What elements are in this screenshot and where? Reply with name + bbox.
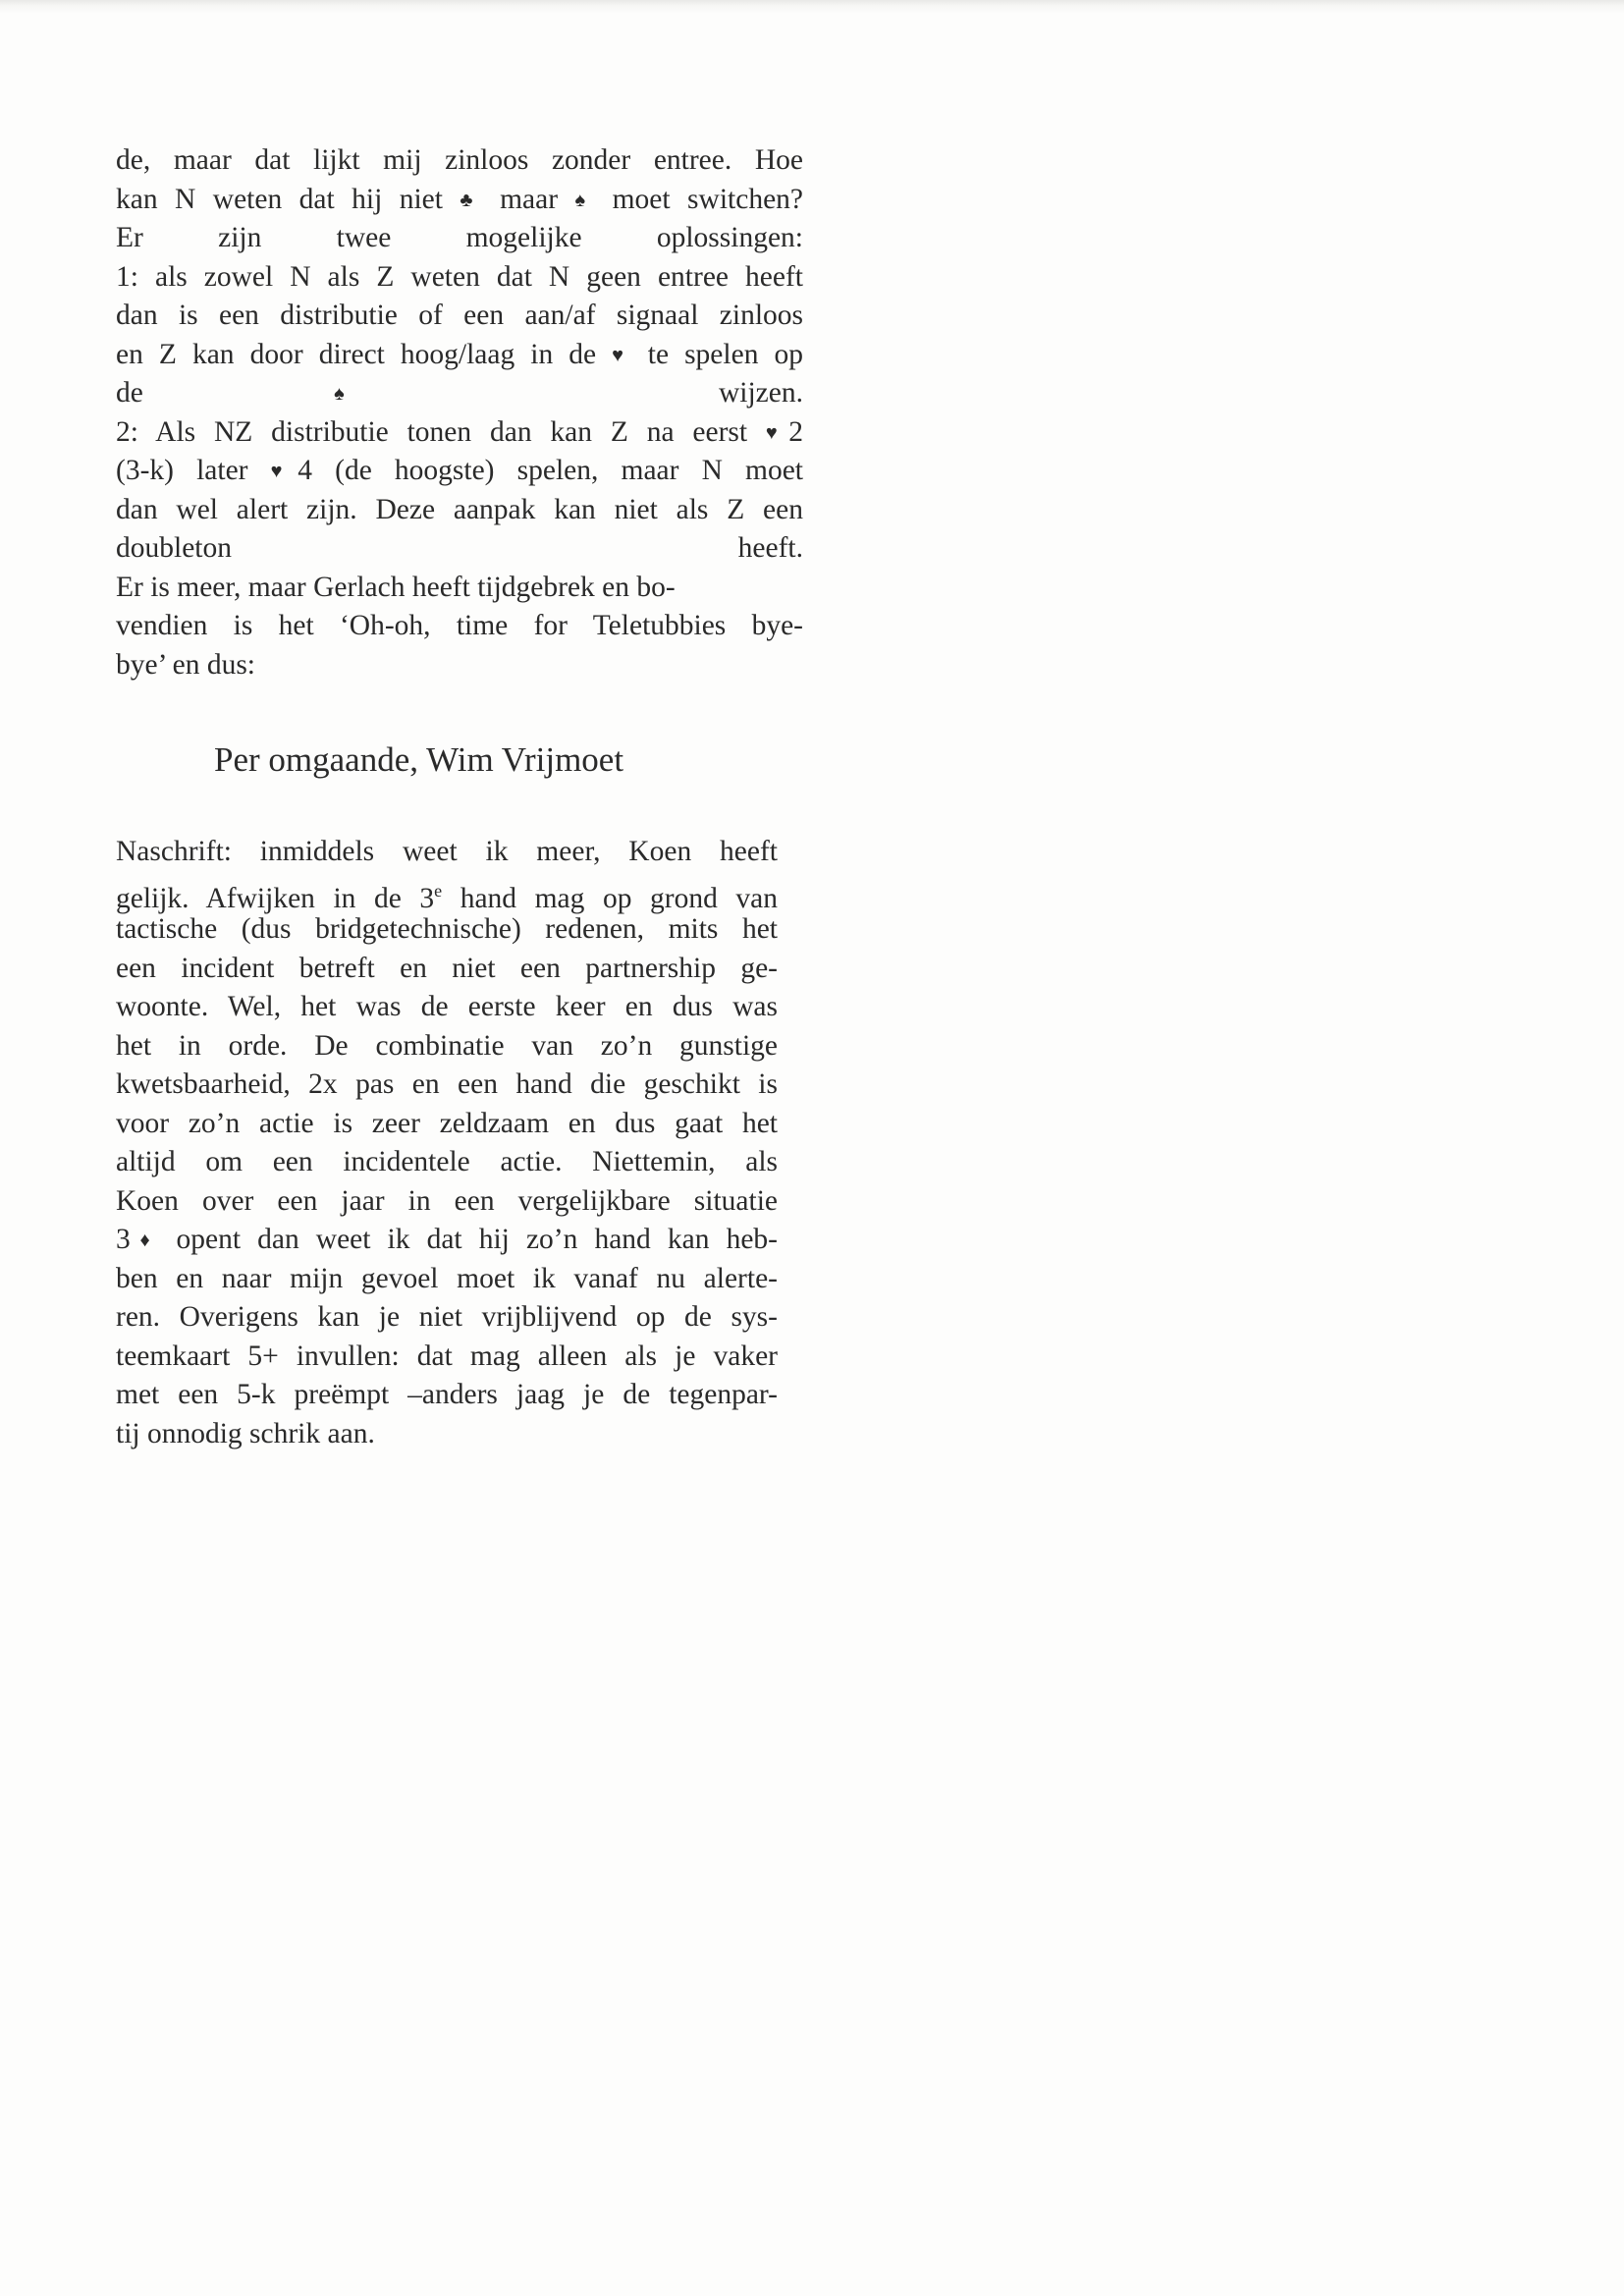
text-line: ben en naar mijn gevoel moet ik vanaf nu alerte-	[116, 1262, 778, 1294]
text-line	[116, 374, 803, 413]
text-line	[116, 336, 803, 375]
text-run: en Z kan door direct hoog/laag in de	[116, 338, 613, 370]
text-line: Naschrift: inmiddels weet ik meer, Koen heeft	[116, 836, 778, 867]
text-line: doubleton heeft.	[116, 532, 803, 564]
text-line: teemkaart 5+ invullen: dat mag alleen als je vaker	[116, 1339, 778, 1372]
text-run: wijzen.	[527, 377, 803, 409]
text-line: tij onnodig schrik aan.	[116, 1417, 375, 1449]
text-run: kan N weten dat hij niet	[116, 183, 460, 215]
text-line: vendien is het ‘Oh-oh, time for Teletubbies bye-	[116, 610, 803, 641]
text-line: Koen over een jaar in een vergelijkbare situatie	[116, 1184, 778, 1217]
clubs-icon: ♣	[460, 189, 483, 211]
hearts-icon: ♥	[765, 421, 789, 444]
text-run: de	[116, 377, 335, 409]
hearts-icon: ♥	[612, 344, 632, 366]
spades-icon: ♠	[334, 383, 528, 405]
text-line: Er zijn twee mogelijke oplossingen:	[116, 222, 803, 253]
text-run: 3	[116, 1224, 131, 1255]
text-line	[116, 181, 803, 220]
text-line: woonte. Wel, het was de eerste keer en dus was	[116, 991, 778, 1022]
text-line: dan is een distributie of een aan/af signaal zinloos	[116, 300, 803, 331]
text-run: 4 (de hoogste) spelen, maar N moet	[298, 455, 803, 486]
text-line	[116, 1221, 778, 1260]
text-line: de, maar dat lijkt mij zinloos zonder entree. Hoe	[116, 144, 803, 176]
text-line: 1: als zowel N als Z weten dat N geen entree heeft	[116, 260, 803, 293]
text-run: gelijk. Afwijken in de 3	[116, 882, 435, 914]
text-run: te spelen op	[631, 338, 803, 370]
text-line: kwetsbaarheid, 2x pas en een hand die geschikt is	[116, 1068, 778, 1100]
text-run: (3-k) later	[116, 455, 271, 486]
text-line: dan wel alert zijn. Deze aanpak kan niet als Z een	[116, 493, 803, 525]
text-line: tactische (dus bridgetechnische) redenen, mits het	[116, 913, 778, 945]
ordinal-superscript: e	[434, 880, 443, 901]
text-line	[116, 872, 778, 914]
signature: Per omgaande, Wim Vrijmoet	[214, 740, 624, 779]
text-run: 2: Als NZ distributie tonen dan kan Z na eerst	[116, 415, 766, 448]
text-line: Er is meer, maar Gerlach heeft tijdgebrek en bo-	[116, 571, 676, 603]
postscript-paragraph	[116, 833, 778, 1453]
text-run: moet switchen?	[595, 183, 803, 215]
text-line	[116, 413, 803, 453]
text-line: voor zo’n actie is zeer zeldzaam en dus gaat het	[116, 1107, 778, 1139]
text-run: 2	[788, 415, 804, 448]
text-line: met een 5-k preëmpt –anders jaag je de tegenpar-	[116, 1379, 778, 1410]
text-line	[116, 452, 803, 491]
hearts-icon: ♥	[270, 461, 298, 482]
paragraph-conclusion	[116, 141, 803, 684]
spades-icon: ♠	[574, 189, 596, 211]
text-run: opent dan weet ik dat hij zo’n hand kan heb-	[159, 1224, 778, 1255]
diamonds-icon: ♦	[130, 1230, 160, 1251]
text-line: het in orde. De combinatie van zo’n gunstige	[116, 1029, 778, 1062]
scan-top-edge	[0, 0, 1624, 14]
text-line: een incident betreft en niet een partnership ge-	[116, 952, 778, 984]
text-run: hand mag op grond van	[442, 882, 778, 914]
text-run: maar	[482, 183, 575, 215]
text-line: altijd om een incidentele actie. Niettemin, als	[116, 1146, 778, 1177]
text-line: bye’ en dus:	[116, 648, 255, 681]
text-line: ren. Overigens kan je niet vrijblijvend op de sys-	[116, 1301, 778, 1333]
